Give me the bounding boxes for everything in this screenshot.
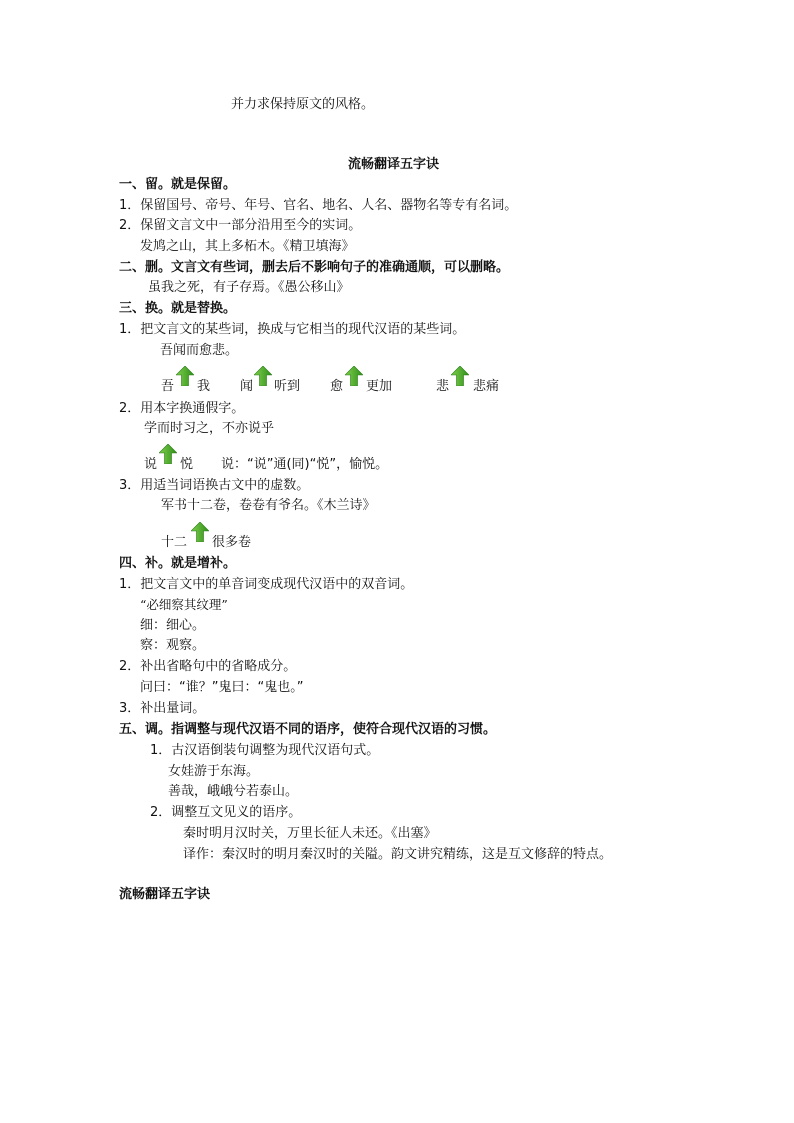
page-title: 流畅翻译五字诀 xyxy=(348,157,440,172)
pair-6-modern: 很多卷 xyxy=(212,535,252,550)
section-5-example-1a: 女娃游于东海。 xyxy=(168,764,260,779)
pair-2-modern: 听到 xyxy=(274,379,301,394)
pair-3-modern: 更加 xyxy=(366,379,393,394)
section-3-item-3: 3．用适当词语换古文中的虚数。 xyxy=(119,478,310,493)
section-1-item-2: 2．保留文言文中一部分沿用至今的实词。 xyxy=(119,218,362,233)
section-3-heading: 三、换。就是替换。 xyxy=(119,301,237,316)
up-arrow-icon xyxy=(176,366,194,386)
section-3-item-1: 1．把文言文的某些词，换成与它相当的现代汉语的某些词。 xyxy=(119,322,466,337)
intro-line: 并力求保持原文的风格。 xyxy=(231,97,375,112)
up-arrow-icon xyxy=(191,522,209,542)
pair-3-original: 愈 xyxy=(330,379,344,394)
section-5-heading: 五、调。指调整与现代汉语不同的语序，使符合现代汉语的习惯。 xyxy=(119,722,497,737)
section-4-def-2: 察：观察。 xyxy=(140,638,206,653)
pair-5-original: 说 xyxy=(144,457,158,472)
section-4-item-3: 3．补出量词。 xyxy=(119,701,206,716)
section-5-example-2a: 秦时明月汉时关，万里长征人未还。《出塞》 xyxy=(183,826,437,841)
section-3-example-3: 军书十二卷，卷卷有爷名。《木兰诗》 xyxy=(161,498,376,513)
pair-1-modern: 我 xyxy=(197,379,211,394)
pair-4-modern: 悲痛 xyxy=(473,379,500,394)
section-5-example-1b: 善哉，峨峨兮若泰山。 xyxy=(168,784,299,799)
section-2-example: 虽我之死，有子存焉。《愚公移山》 xyxy=(148,280,350,295)
section-1-heading: 一、留。就是保留。 xyxy=(119,177,237,192)
section-2-heading: 二、删。文言文有些词，删去后不影响句子的准确通顺，可以删略。 xyxy=(119,260,510,275)
section-4-heading: 四、补。就是增补。 xyxy=(119,556,237,571)
pair-2-original: 闻 xyxy=(240,379,254,394)
up-arrow-icon xyxy=(451,366,469,386)
pair-5-modern: 悦 xyxy=(180,457,194,472)
section-3-item-2: 2．用本字换通假字。 xyxy=(119,401,245,416)
footer-title: 流畅翻译五字诀 xyxy=(119,887,211,902)
section-5-item-2: 2．调整互文见义的语序。 xyxy=(150,805,302,820)
section-4-def-1: 细：细心。 xyxy=(140,618,206,633)
section-4-quote: “必细察其纹理” xyxy=(140,597,228,612)
pair-4-original: 悲 xyxy=(436,379,450,394)
up-arrow-icon xyxy=(345,366,363,386)
tongjia-note: 说：“说”通(同)“悦”，愉悦。 xyxy=(221,457,389,472)
pair-1-original: 吾 xyxy=(161,379,175,394)
section-5-example-2b: 译作：秦汉时的明月秦汉时的关隘。韵文讲究精练，这是互文修辞的特点。 xyxy=(183,847,613,862)
section-5-item-1: 1．古汉语倒装句调整为现代汉语句式。 xyxy=(150,743,380,758)
section-4-item-2: 2．补出省略句中的省略成分。 xyxy=(119,659,297,674)
section-4-item-1: 1．把文言文中的单音词变成现代汉语中的双音词。 xyxy=(119,577,414,592)
section-3-example-1: 吾闻而愈悲。 xyxy=(160,343,239,358)
up-arrow-icon xyxy=(254,366,272,386)
section-1-example: 发鸠之山，其上多柘木。《精卫填海》 xyxy=(140,239,355,254)
section-3-example-2: 学而时习之，不亦说乎 xyxy=(144,421,275,436)
section-1-item-1: 1．保留国号、帝号、年号、官名、地名、人名、器物名等专有名词。 xyxy=(119,198,518,213)
up-arrow-icon xyxy=(159,444,177,464)
section-4-example-2: 问曰：“谁？”鬼曰：“鬼也。” xyxy=(140,680,304,695)
pair-6-original: 十二 xyxy=(161,535,188,550)
